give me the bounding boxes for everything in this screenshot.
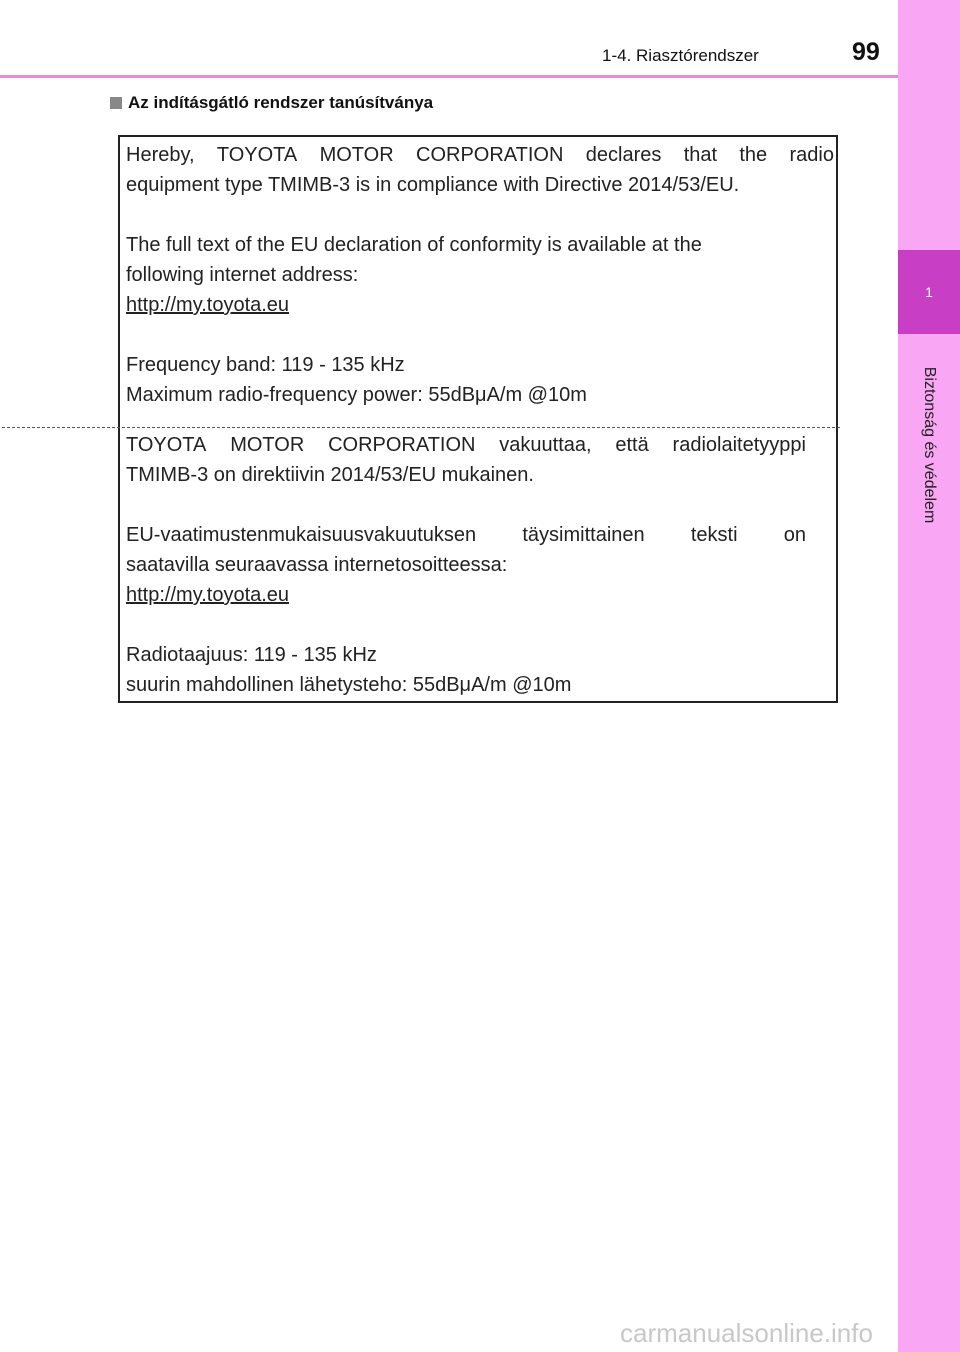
- fi-line-3: [126, 525, 806, 545]
- en-line-1: [126, 145, 834, 165]
- fi-word: CORPORATION: [328, 434, 476, 456]
- en-word: TOYOTA: [216, 144, 298, 166]
- fi-word: TOYOTA: [126, 434, 207, 456]
- chapter-side-tab: [898, 0, 960, 1352]
- square-bullet-icon: [110, 97, 122, 109]
- watermark: carmanualsonline.info: [620, 1318, 873, 1348]
- certificate-box: [118, 135, 838, 703]
- chapter-number: 1: [925, 284, 933, 300]
- fi-word: täysimittainen: [522, 524, 645, 546]
- subheading: [110, 93, 433, 113]
- subheading-text: Az indításgátló rendszer tanúsítványa: [128, 93, 434, 112]
- en-word: Hereby,: [126, 144, 195, 166]
- fi-frequency: Radiotaajuus: 119 - 135 kHz: [126, 644, 377, 666]
- fi-word: on: [783, 524, 806, 546]
- fi-link[interactable]: http://my.toyota.eu: [126, 584, 290, 606]
- en-word: the: [739, 144, 768, 166]
- en-word: that: [683, 144, 718, 166]
- en-link[interactable]: http://my.toyota.eu: [126, 294, 290, 316]
- en-word: MOTOR: [319, 144, 394, 166]
- fi-line-2: TMIMB-3 on direktiivin 2014/53/EU mukainen.: [126, 464, 534, 486]
- en-word: CORPORATION: [416, 144, 564, 166]
- fi-word: että: [615, 434, 649, 456]
- fi-word: vakuuttaa,: [499, 434, 592, 456]
- fi-word: MOTOR: [230, 434, 305, 456]
- en-power: Maximum radio-frequency power: 55dBμA/m @10m: [126, 384, 587, 406]
- page-number: 99: [852, 38, 880, 66]
- en-word: declares: [585, 144, 662, 166]
- header-rule: [0, 75, 898, 78]
- en-line-4: following internet address:: [126, 264, 359, 286]
- fi-line-4: saatavilla seuraavassa internetosoitteessa:: [126, 554, 508, 576]
- fi-word: teksti: [690, 524, 738, 546]
- language-divider: [2, 427, 840, 428]
- en-frequency: Frequency band: 119 - 135 kHz: [126, 354, 405, 376]
- section-title: 1-4. Riasztórendszer: [602, 46, 759, 65]
- chapter-label: Biztonság és védelem: [921, 366, 938, 524]
- en-word: radio: [789, 144, 834, 166]
- en-line-3: The full text of the EU declaration of conformity is available at the: [126, 234, 702, 256]
- fi-word: radiolaitetyyppi: [672, 434, 806, 456]
- fi-power: suurin mahdollinen lähetysteho: 55dBμA/m @10m: [126, 674, 572, 696]
- fi-line-1: [126, 435, 806, 455]
- fi-word: EU-vaatimustenmukaisuusvakuutuksen: [126, 524, 477, 546]
- en-line-2: equipment type TMIMB-3 is in compliance with Directive 2014/53/EU.: [126, 174, 740, 196]
- chapter-number-box: [898, 250, 960, 334]
